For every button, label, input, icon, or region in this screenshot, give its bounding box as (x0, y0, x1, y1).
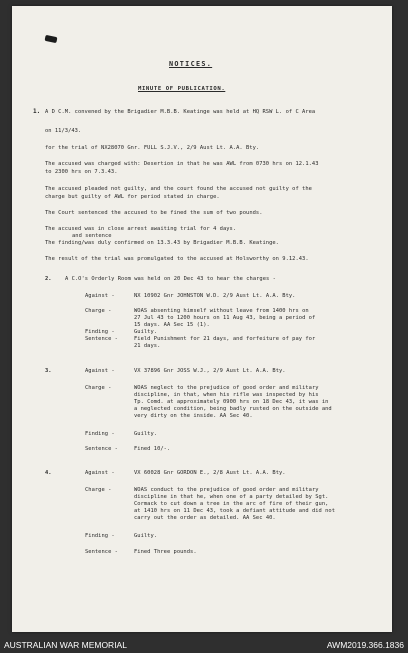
item-1-and-sentence: and sentence (72, 233, 112, 239)
item-1-charged-2: to 2300 hrs on 7.3.43. (45, 169, 118, 175)
item-1-plead-1: The accused pleaded not guilty, and the court found the accused not guilty of the (45, 186, 312, 192)
item-3-charge-line-3: Tp. Comd. at approximately 0900 hrs on 18 Dec 43, it was in (134, 399, 329, 405)
item-1-line-1: A D C.M. convened by the Brigadier M.B.B. Keatinge was held at HQ RSW L. of C Area (45, 109, 316, 115)
item-1-line-2: on 11/3/43. (45, 128, 82, 134)
punch-hole-mark (45, 35, 58, 43)
item-4-against-label: Against - (85, 470, 115, 476)
item-2-charge-line-3: 15 days. AA Sec 15 (1). (134, 322, 210, 328)
item-2-against: NX 10902 Gnr JOHNSTON W.D. 2/9 Aust Lt. A.A. Bty. (134, 293, 296, 299)
item-3-against-label: Against - (85, 368, 115, 374)
item-1-result: The result of the trial was promulgated to the accused at Holsworthy on 9.12.43. (45, 256, 309, 262)
item-1-plead-2: charge but guilty of AWL for period stated in charge. (45, 194, 220, 200)
item-2-charge-line-1: WOAS absenting himself without leave from 1400 hrs on (134, 308, 309, 314)
archive-footer (0, 638, 408, 653)
item-2-number: 2. (45, 276, 52, 282)
item-1-number: 1. (33, 108, 41, 115)
document-page (12, 6, 392, 632)
item-2-intro: A C.O's Orderly Room was held on 20 Dec 43 to hear the charges - (65, 276, 276, 282)
footer-institution: AUSTRALIAN WAR MEMORIAL (4, 640, 127, 650)
item-3-number: 3. (45, 368, 52, 374)
item-2-sentence-label: Sentence - (85, 336, 118, 342)
item-3-sentence: Fined 10/-. (134, 446, 171, 452)
item-3-charge-line-4: a neglected condition, being badly rusted on the outside and (134, 406, 332, 412)
item-4-charge-line-4: at 1410 hrs on 11 Dec 43, took a defiant attitude and did not (134, 508, 336, 514)
item-3-charge-line-5: very dirty on the inside. AA Sec 40. (134, 413, 253, 419)
item-2-finding-label: Finding - (85, 329, 115, 335)
item-1-court: The Court sentenced the accused to be fined the sum of two pounds. (45, 210, 263, 216)
notices-heading: NOTICES. (169, 60, 213, 68)
item-3-charge-line-2: discipline, in that, when his rifle was inspected by his (134, 392, 319, 398)
item-1-charged-1: The accused was charged with: Desertion in that he was AWL from 0730 hrs on 12.1.43 (45, 161, 319, 167)
item-4-charge-line-3: Cormack to cut down a tree in the arc of fire of their gun, (134, 501, 329, 507)
item-1-arrest: The accused was in close arrest awaiting trial for 4 days. (45, 226, 237, 232)
item-2-sentence-line-1: Field Punishment for 21 days, and forfeiture of pay for (134, 336, 316, 342)
item-4-sentence-label: Sentence - (85, 549, 118, 555)
item-2-charge-label: Charge - (85, 308, 112, 314)
item-4-charge-line-2: discipline in that he, when one of a party detailed by Sgt. (134, 494, 329, 500)
item-3-charge-line-1: WOAS neglect to the prejudice of good order and military (134, 385, 319, 391)
item-4-charge-line-1: WOAS conduct to the prejudice of good order and military (134, 487, 319, 493)
item-2-charge-line-2: 27 Jul 43 to 1200 hours on 11 Aug 43, being a period of (134, 315, 316, 321)
item-4-finding-label: Finding - (85, 533, 115, 539)
item-3-against: VX 37896 Gnr JOSS W.J., 2/9 Aust Lt. A.A. Bty. (134, 368, 286, 374)
item-4-charge-line-5: carry out the order as detailed. AA Sec 40. (134, 515, 276, 521)
minute-heading: MINUTE OF PUBLICATION. (138, 86, 226, 92)
item-4-sentence: Fined Three pounds. (134, 549, 197, 555)
item-2-finding: Guilty. (134, 329, 158, 335)
item-4-against: VX 60028 Gnr GORDON E., 2/8 Aust Lt. A.A. Bty. (134, 470, 286, 476)
item-4-number: 4. (45, 470, 52, 476)
item-3-finding-label: Finding - (85, 431, 115, 437)
item-2-sentence-line-2: 21 days. (134, 343, 161, 349)
footer-accession-number: AWM2019.366.1836 (326, 640, 404, 650)
item-3-finding: Guilty. (134, 431, 158, 437)
item-1-finding: The finding/was duly confirmed on 13.3.43 by Brigadier M.B.B. Keatinge. (45, 240, 279, 246)
item-4-charge-label: Charge - (85, 487, 112, 493)
item-2-against-label: Against - (85, 293, 115, 299)
item-3-charge-label: Charge - (85, 385, 112, 391)
item-3-sentence-label: Sentence - (85, 446, 118, 452)
item-4-finding: Guilty. (134, 533, 158, 539)
item-1-trial: for the trial of NX28070 Gnr. FULL S.J.V., 2/9 Aust Lt. A.A. Bty. (45, 145, 260, 151)
